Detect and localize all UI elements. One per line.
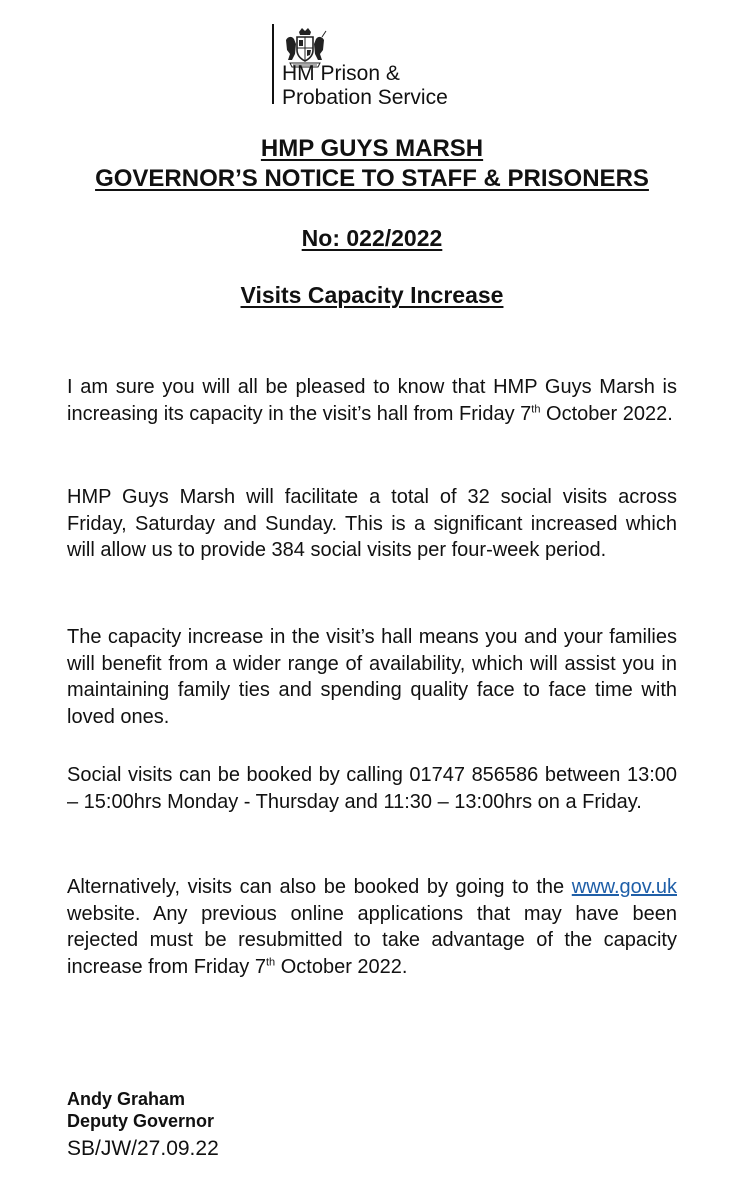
paragraph-visit-totals: HMP Guys Marsh will facilitate a total of 32 social visits across Friday, Saturday and Sunday. This is a significant increased which will allow us to provide 384 social visits per four-week period. bbox=[67, 486, 677, 561]
organisation-name-line2: Probation Service bbox=[282, 86, 448, 109]
hmpps-logo bbox=[268, 22, 488, 108]
p5-text-a: Alternatively, visits can also be booked by going to the bbox=[67, 876, 572, 898]
gov-uk-link[interactable]: www.gov.uk bbox=[571, 876, 677, 898]
p1-text-b: October 2022. bbox=[540, 402, 673, 425]
organisation-name-line1: HM Prison & bbox=[282, 62, 400, 85]
notice-number: No: 022/2022 bbox=[301, 225, 443, 251]
paragraph-capacity-announcement bbox=[67, 374, 677, 427]
p5-text-c: October 2022. bbox=[275, 955, 408, 978]
notice-heading bbox=[0, 134, 744, 194]
document-reference: SB/JW/27.09.22 bbox=[67, 1137, 219, 1160]
signature-block bbox=[67, 1088, 467, 1164]
p1-ordinal-suffix: th bbox=[531, 402, 541, 415]
paragraph-online-booking bbox=[67, 874, 677, 980]
notice-title: Visits Capacity Increase bbox=[240, 282, 504, 308]
p5-text-b: website. Any previous online applications that may have been rejected must be resubmitted to take advantage of the capacity increase from Friday 7 bbox=[67, 902, 677, 978]
p5-ordinal-suffix: th bbox=[265, 955, 276, 968]
p1-text-a: I am sure you will all be pleased to know that HMP Guys Marsh is increasing its capacity in the visit’s hall from Friday 7 bbox=[67, 376, 677, 425]
prison-name: HMP GUYS MARSH bbox=[260, 135, 484, 162]
logo-divider bbox=[272, 24, 274, 104]
signatory-role: Deputy Governor bbox=[67, 1111, 215, 1131]
paragraph-booking-phone: Social visits can be booked by calling 01747 856586 between 13:00 – 15:00hrs Monday - Thursday and 11:30 – 13:00hrs on a Friday. bbox=[67, 764, 677, 813]
paragraph-benefits: The capacity increase in the visit’s hall means you and your families will benefit from a wider range of availability, which will assist you in maintaining family ties and spending quality face to face time with loved ones. bbox=[67, 626, 677, 728]
notice-type: GOVERNOR’S NOTICE TO STAFF & PRISONERS bbox=[95, 165, 649, 192]
signatory-name: Andy Graham bbox=[67, 1089, 186, 1109]
organisation-name bbox=[282, 62, 448, 110]
